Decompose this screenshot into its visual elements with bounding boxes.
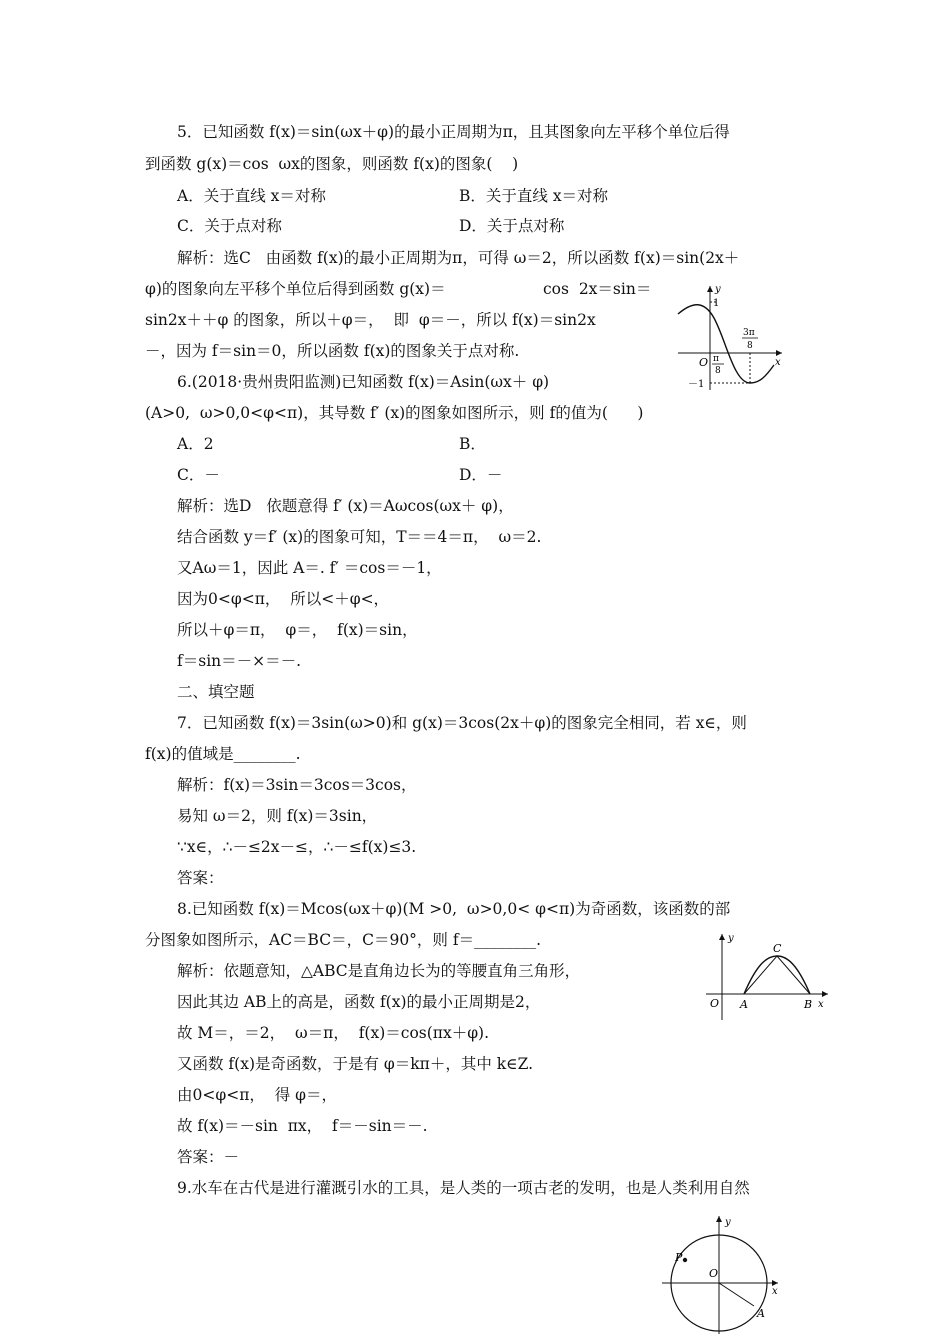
- text-line: f＝sin＝－×＝－.: [177, 652, 302, 670]
- text-line: 因为0<φ<π， 所以<＋φ<，: [177, 590, 390, 608]
- text-line: 5．已知函数 f(x)＝sin(ωx＋φ)的最小正周期为π，且其图象向左平移个单位后得: [177, 123, 730, 141]
- text-line: 又函数 f(x)是奇函数，于是有 φ＝kπ＋，其中 k∈Z.: [177, 1055, 534, 1073]
- y-axis-label: y: [715, 284, 721, 295]
- text-line: 因此其边 AB上的高是，函数 f(x)的最小正周期是2，: [177, 993, 541, 1011]
- text-line: 答案：: [177, 869, 224, 887]
- text-line: φ)的图象向左平移个单位后得到函数 g(x)＝: [145, 280, 446, 298]
- tick-label: π: [713, 354, 719, 364]
- text-line: 所以＋φ＝π， φ＝， f(x)＝sin，: [177, 621, 418, 639]
- text-line: 易知 ω＝2，则 f(x)＝3sin，: [177, 807, 378, 825]
- origin-label: O: [699, 356, 709, 369]
- text-line: 解析：依题意知，△ABC是直角边长为的等腰直角三角形，: [177, 962, 581, 980]
- text-line: 解析：f(x)＝3sin＝3cos＝3cos，: [177, 776, 417, 794]
- x-axis-label: x: [775, 357, 781, 368]
- text-line: ∵x∈，∴－≤2x－≤，∴－≤f(x)≤3.: [177, 838, 417, 856]
- point-c-label: C: [773, 942, 782, 955]
- text-line: 7．已知函数 f(x)＝3sin(ω>0)和 g(x)＝3cos(2x＋φ)的图象完全相同，若 x∈，则: [177, 714, 747, 732]
- text-line: 结合函数 y＝f′ (x)的图象可知，T＝＝4＝π， ω＝2.: [177, 528, 542, 546]
- point-a-label: A: [740, 998, 748, 1011]
- tick-label: －1: [688, 379, 705, 390]
- section-heading: 二、填空题: [177, 683, 255, 701]
- triangle-graph-figure: [700, 930, 835, 1025]
- option-b: B．: [459, 435, 486, 453]
- text-line: 答案：－: [177, 1148, 240, 1166]
- x-axis-label: x: [772, 1286, 778, 1297]
- tick-label: 1: [713, 298, 720, 309]
- text-line: 故 M＝，＝2， ω＝π， f(x)＝cos(πx＋φ).: [177, 1024, 490, 1042]
- text-line: 9.水车在古代是进行灌溉引水的工具，是人类的一项古老的发明，也是人类利用自然: [177, 1179, 750, 1197]
- text-line: 又Aω＝1，因此 A＝. f′ ＝cos＝－1，: [177, 559, 442, 577]
- text-line: sin2x＋＋φ 的图象，所以＋φ＝， 即 φ＝－，所以 f(x)＝sin2x: [145, 311, 596, 329]
- text-line: 8.已知函数 f(x)＝Mcos(ωx＋φ)(M >0, ω>0,0< φ<π)为奇函数，该函数的部: [177, 900, 731, 918]
- text-line: －，因为 f＝sin＝0，所以函数 f(x)的图象关于点对称.: [145, 342, 520, 360]
- point-b-label: B: [804, 998, 813, 1011]
- point-a-label: A: [757, 1307, 765, 1320]
- option-c: C．关于点对称: [177, 217, 282, 235]
- text-line: 故 f(x)＝－sin πx， f＝－sin＝－.: [177, 1117, 428, 1135]
- text-line: f(x)的值域是________.: [145, 745, 301, 763]
- option-a: A．2: [177, 435, 214, 453]
- option-a: A．关于直线 x＝对称: [177, 187, 326, 205]
- point-p-label: P: [675, 1251, 683, 1264]
- tick-label: 8: [715, 366, 721, 376]
- text-line: 解析：选C 由函数 f(x)的最小正周期为π，可得 ω＝2，所以函数 f(x)＝sin(2x＋: [177, 249, 740, 267]
- x-axis-label: x: [818, 999, 824, 1010]
- option-d: D．关于点对称: [459, 217, 565, 235]
- text-line: 由0<φ<π， 得 φ＝，: [177, 1086, 338, 1104]
- y-axis-label: y: [725, 1217, 731, 1228]
- text-line: 分图象如图所示，AC＝BC＝，C＝90°，则 f＝________.: [145, 931, 542, 949]
- text-line: 6.(2018·贵州贵阳监测)已知函数 f(x)＝Asin(ωx＋ φ): [177, 373, 550, 391]
- tick-label: 3π: [743, 328, 755, 338]
- option-b: B．关于直线 x＝对称: [459, 187, 609, 205]
- option-c: C．－: [177, 466, 220, 484]
- derivative-graph-figure: [670, 280, 790, 395]
- text-line: (A>0, ω>0,0<φ<π)，其导数 f′ (x)的图象如图所示，则 f的值为( ): [145, 404, 644, 422]
- text-line: 解析：选D 依题意得 f′ (x)＝Aωcos(ωx＋ φ)，: [177, 497, 514, 515]
- origin-label: O: [710, 997, 720, 1010]
- text-line: 到函数 g(x)＝cos ωx的图象，则函数 f(x)的图象( ): [145, 155, 519, 173]
- text-line: cos 2x＝sin＝: [543, 280, 652, 298]
- water-wheel-figure: [660, 1212, 785, 1337]
- tick-label: 8: [747, 341, 753, 351]
- origin-label: O: [709, 1267, 719, 1280]
- option-d: D．－: [459, 466, 503, 484]
- y-axis-label: y: [728, 933, 734, 944]
